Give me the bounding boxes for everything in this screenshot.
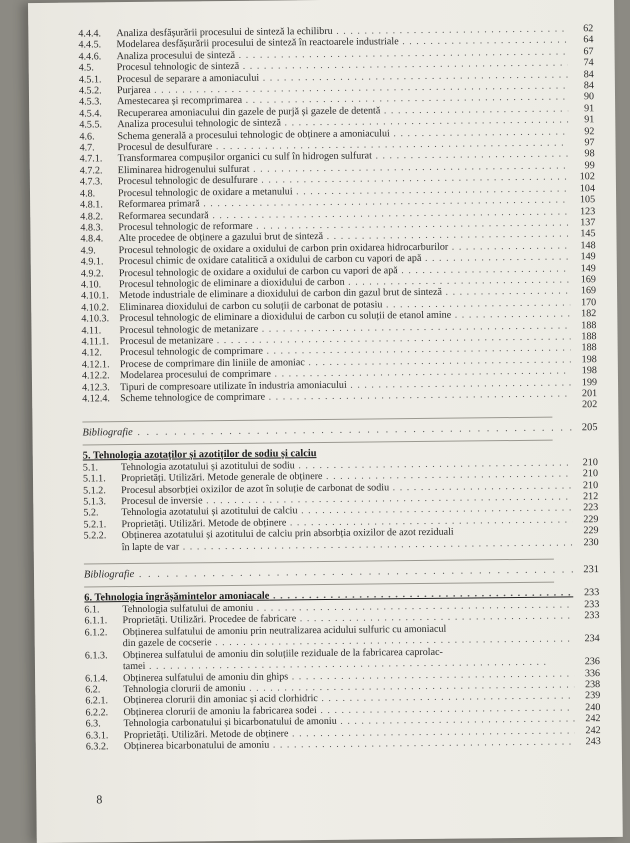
toc-entry-title: Proprietăți. Utilizări. Metode de obținere . . . xyxy=(124,725,575,741)
toc-page-number: 239 xyxy=(585,690,601,702)
toc-entry-title: Recuperarea amoniacului din gazele de purjă și gazele de detentă . . . xyxy=(117,103,568,119)
toc-entry-title: Metode industriale de eliminare a dioxidului de carbon din gazul brut de sinteză . . . xyxy=(119,286,570,302)
toc-entry-title: Amestecarea și recomprimarea . . . xyxy=(117,92,568,108)
toc-entry-number: 5.2.2. xyxy=(83,530,107,542)
table-of-contents xyxy=(78,23,601,753)
toc-page-number: 105 xyxy=(579,194,596,206)
toc-page-number: 230 xyxy=(583,536,599,548)
toc-page-number: 205 xyxy=(581,421,598,434)
toc-entry-number: 6.1.1. xyxy=(84,615,108,627)
toc-entry-number: 6.1.2. xyxy=(84,627,108,639)
toc-page-number: 149 xyxy=(580,262,596,274)
toc-entry-title-cont: în lapte de var . . . xyxy=(122,537,573,553)
toc-entry-number: 4.12. xyxy=(81,347,102,359)
bibliography-entry xyxy=(82,422,597,439)
toc-page-number: 234 xyxy=(584,633,600,645)
toc-entry-number: 6.1.4. xyxy=(85,672,108,685)
toc-page-number: 233 xyxy=(584,587,600,599)
toc-page-number: 90 xyxy=(583,91,595,103)
toc-entry-number: 4.10. xyxy=(80,279,102,291)
toc-entry-title: Procesul absorbției oxizilor de azot în soluție de carbonat de sodiu . . . xyxy=(121,480,572,496)
toc-page-number: 336 xyxy=(584,667,601,679)
toc-entry-title: Procesul tehnologic de eliminare a dioxidului de carbon . . . xyxy=(119,274,570,290)
toc-page-number: 238 xyxy=(584,679,601,691)
bibliography-label: Bibliografie . . . xyxy=(84,564,573,581)
toc-page-number: 99 xyxy=(584,160,595,172)
toc-entry-title: Reformarea primară . . . xyxy=(118,195,569,211)
bibliography-label: Bibliografie . . . xyxy=(82,422,571,439)
toc-page-number: 74 xyxy=(583,57,594,69)
toc-entry-number: 6.2. xyxy=(85,684,101,696)
toc-entry-number: 4.8.4. xyxy=(80,233,104,245)
toc-entry-number: 4.9. xyxy=(80,245,96,257)
toc-entry-number: 4.7.3. xyxy=(79,176,103,188)
toc-entry-title: Obținerea clorurii din amoniac și acid clorhidric . . . xyxy=(123,691,574,707)
toc-entry-number: 5.1. xyxy=(82,462,99,474)
toc-page-number: 98 xyxy=(584,148,595,160)
toc-entry-number: 5.1.2. xyxy=(83,484,106,497)
toc-entry-title: Purjarea . . . xyxy=(117,80,568,96)
toc-entry-title: Eliminarea dioxidului de carbon cu soluții de carbonat de potasiu . . . xyxy=(119,297,570,313)
toc-entry-number: 6.2.2. xyxy=(85,706,109,719)
toc-entry-number: 4.7.2. xyxy=(79,165,103,177)
toc-page-number: 242 xyxy=(585,713,601,725)
toc-entry-title: Tehnologia azotatului și azotitului de calciu . . . xyxy=(121,503,572,519)
toc-page-number: 201 xyxy=(581,388,598,400)
toc-entry-number: 4.5.2. xyxy=(78,85,102,97)
toc-entry-number: 5.1.1. xyxy=(82,473,106,485)
toc-entry-number: 4.7.1. xyxy=(79,153,103,166)
toc-page-number: 148 xyxy=(580,239,596,252)
toc-page-number: 149 xyxy=(580,251,596,263)
toc-page-number: 182 xyxy=(581,308,597,320)
toc-page-number: 188 xyxy=(581,331,597,343)
toc-entry-number: 4.7. xyxy=(79,142,95,154)
toc-entry-number: 4.8.1. xyxy=(80,199,103,211)
toc-entry-title: Procesul tehnologic de comprimare . . . xyxy=(120,343,571,359)
divider xyxy=(84,582,554,588)
toc-page-number: 188 xyxy=(581,319,597,331)
toc-entry-title: Obținerea azotatului și azotitului de calciu prin absorbția oxizilor de azot reziduali xyxy=(121,526,454,542)
toc-entry-title: Procesul de metanizare . . . xyxy=(120,331,571,347)
chapter4-entries xyxy=(78,23,597,405)
divider xyxy=(83,439,553,445)
toc-entry-number: 5.2. xyxy=(83,507,99,519)
toc-entry-number: 6.3. xyxy=(85,718,101,730)
toc-entry-title: Obținerea clorurii de amoniu la fabricarea sodei . . . xyxy=(123,702,574,718)
toc-entry-number: 6.1. xyxy=(84,604,100,616)
toc-page-number: 242 xyxy=(585,724,601,736)
toc-entry-title: Tehnologia carbonatului și bicarbonatului de amoniu . . . xyxy=(124,714,575,730)
page-number: 8 xyxy=(96,792,103,807)
toc-page-number: 210 xyxy=(582,479,599,491)
toc-entry-title: Procesul de separare a amoniacului . . . xyxy=(117,69,568,85)
toc-page-number: 91 xyxy=(584,114,595,126)
toc-entry-title: Tehnologia sulfatului de amoniu . . . xyxy=(122,599,573,615)
toc-entry-number: 4.4.6. xyxy=(78,51,102,63)
toc-entry-title: Tehnologia azotatului și azotitului de sodiu . . . xyxy=(121,457,572,473)
chapter-heading: 5. Tehnologia azotaților și azotiților de sodiu și calciu xyxy=(82,447,317,462)
toc-entry-title: Eliminarea hidrogenului sulfurat . . . xyxy=(118,160,569,176)
toc-entry-title: Procesul tehnologic de metanizare . . . xyxy=(119,320,570,336)
chapter-heading: 6. Tehnologia îngrășămintelor amoniacale . . . xyxy=(84,587,573,604)
toc-entry-number: 4.9.1. xyxy=(80,256,104,268)
toc-page-number: 210 xyxy=(582,456,598,469)
toc-entry-title-cont: tamei . . . xyxy=(123,656,574,672)
toc-entry-number: 5.2.1. xyxy=(83,519,107,531)
toc-entry-number: 4.12.3. xyxy=(81,381,110,394)
toc-entry-number: 4.8.2. xyxy=(80,210,104,223)
toc-entry-title: Obținerea bicarbonatului de amoniu . . . xyxy=(124,736,575,752)
toc-entry-title: Procesul tehnologic de desulfurare . . . xyxy=(118,172,569,188)
toc-entry-number: 6.3.2. xyxy=(85,741,109,753)
toc-entry-number: 4.5. xyxy=(78,62,94,74)
toc-entry-title: Analiza procesului de sinteză . . . xyxy=(117,46,568,62)
toc-entry-title: Procesul de desulfurare . . . xyxy=(117,137,568,153)
toc-entry-title: Schema generală a procesului tehnologic de obținere a amoniacului . . . xyxy=(117,126,568,142)
toc-entry-number: 4.12.4. xyxy=(82,393,110,405)
toc-page-number: 170 xyxy=(580,296,597,309)
toc-entry-number: 6.1.3. xyxy=(84,649,108,662)
toc-page-number: 233 xyxy=(584,610,600,622)
toc-entry-number: 5.1.3. xyxy=(83,496,107,508)
toc-entry-number: 4.10.1. xyxy=(81,290,109,302)
toc-page-number: 104 xyxy=(579,182,596,194)
toc-entry-title: Obținerea sulfatului de amoniu din soluțiile reziduale de la fabricarea caprolac- xyxy=(122,646,443,661)
toc-page-number: 62 xyxy=(583,23,594,35)
toc-page-number: 123 xyxy=(580,205,596,217)
toc-page-number: 198 xyxy=(581,353,597,366)
toc-page-number: 198 xyxy=(581,365,597,377)
toc-entry-number: 4.10.2. xyxy=(81,301,110,314)
toc-page-number: 64 xyxy=(583,34,594,46)
toc-entry-title: Modelarea desfășurării procesului de sinteză în reactoarele industriale . . . xyxy=(116,35,567,51)
toc-entry-number: 4.4.5. xyxy=(78,39,102,51)
toc-page-number: 240 xyxy=(585,701,601,713)
toc-entry-title: Procesul tehnologic de eliminare a dioxidului de carbon cu soluții de etanol amine . . . xyxy=(119,309,570,325)
toc-page-number: 91 xyxy=(584,102,595,115)
toc-entry-number: 4.4.4. xyxy=(78,28,102,40)
chapter6-entries-b xyxy=(85,668,601,753)
toc-entry-title: Procesul chimic de oxidare catalitică a oxidului de carbon cu vapori de apă . . . xyxy=(119,252,570,268)
toc-page-number: 229 xyxy=(583,513,599,526)
toc-entry-title: Procesul tehnologic de sinteză . . . xyxy=(117,58,568,74)
toc-entry-number: 4.5.3. xyxy=(79,96,102,108)
toc-page-number: 145 xyxy=(580,228,596,240)
toc-page-number: 210 xyxy=(582,468,599,480)
toc-entry-number: 4.11. xyxy=(81,324,102,337)
toc-entry-title: Procese de comprimare din liniile de amoniac . . . xyxy=(120,354,571,370)
toc-page-number: 223 xyxy=(583,502,599,514)
toc-entry-number: 4.12.2. xyxy=(81,370,110,382)
toc-entry-title: Reformarea secundară . . . xyxy=(118,206,569,222)
toc-entry-number: 4.5.1. xyxy=(78,73,102,86)
toc-page-number: 243 xyxy=(585,736,601,748)
toc-entry-title: Scheme tehnologice de comprimare . . . xyxy=(120,388,571,404)
toc-entry-title: Proprietăți. Utilizări. Metode de obținere . . . xyxy=(121,514,572,530)
toc-entry-title: Obținerea sulfatului de amoniu din ghips . . . xyxy=(123,668,574,684)
toc-entry-title: Analiza procesului tehnologic de sinteză . . . xyxy=(117,115,568,131)
bibliography-entry xyxy=(84,564,599,581)
toc-page-number: 92 xyxy=(584,125,595,137)
toc-entry-title: Transformarea compușilor organici cu sulf în hidrogen sulfurat . . . xyxy=(118,149,569,165)
divider xyxy=(82,416,552,422)
toc-entry-number: 4.11.1. xyxy=(81,336,110,348)
toc-page-number: 212 xyxy=(583,491,599,503)
toc-entry-number: 4.12.1. xyxy=(81,359,110,371)
book-page xyxy=(28,0,623,843)
toc-entry-number: 4.5.5. xyxy=(79,119,103,131)
toc-entry-title: Modelarea procesului de comprimare . . . xyxy=(120,366,571,382)
toc-entry-title: Tipuri de compresoare utilizate în industria amoniacului . . . xyxy=(120,377,571,393)
toc-page-number: 67 xyxy=(583,45,594,58)
toc-entry-title: Obținerea sulfatului de amoniu prin neutralizarea acidului sulfuric cu amoniacul xyxy=(122,623,447,638)
toc-entry-number: 4.8.3. xyxy=(80,222,104,234)
toc-page-number: 169 xyxy=(580,274,597,286)
toc-entry-title: Proprietăți. Utilizări. Procedee de fabricare . . . xyxy=(122,611,573,627)
toc-page-number: 202 xyxy=(582,399,598,411)
toc-page-number: 229 xyxy=(583,525,599,537)
toc-entry-title: Procesul tehnologic de reformare . . . xyxy=(118,217,569,233)
toc-page-number: 84 xyxy=(583,68,594,80)
toc-entry-number: 4.9.2. xyxy=(80,267,104,280)
toc-page-number: 231 xyxy=(583,564,600,576)
toc-entry-number: 6.2.1. xyxy=(85,695,109,707)
toc-page-number: 233 xyxy=(584,599,600,611)
toc-entry-number: 4.6. xyxy=(79,131,95,143)
divider xyxy=(84,559,554,565)
chapter5-entries xyxy=(83,457,599,531)
toc-entry-title: Procesul de inversie . . . xyxy=(121,491,572,507)
toc-entry-number: 4.10.3. xyxy=(81,313,110,325)
toc-page-number: 137 xyxy=(580,217,596,229)
toc-page-number: 188 xyxy=(581,342,597,354)
toc-page-number: 199 xyxy=(581,376,598,388)
toc-entry-title: Proprietăți. Utilizări. Metode generale de obținere . . . xyxy=(121,469,572,485)
toc-entry-title: Analiza desfășurării procesului de sinteză la echilibru . . . xyxy=(116,23,567,39)
toc-page-number: 97 xyxy=(584,137,595,149)
toc-entry-title: Tehnologia clorurii de amoniu . . . xyxy=(123,679,574,695)
toc-entry-title-cont: din gazele de cocserie . . . xyxy=(123,634,574,650)
toc-entry-number: 6.3.1. xyxy=(85,729,109,742)
toc-page-number: 236 xyxy=(584,656,601,668)
toc-entry-title: Procesul tehnologic de oxidare a oxidului de carbon cu vapori de apă . . . xyxy=(119,263,570,279)
toc-page-number: 102 xyxy=(579,171,595,183)
toc-entry-number: 4.5.4. xyxy=(79,108,102,120)
toc-entry-title: Procesul tehnologic de oxidare a oxidului de carbon prin oxidarea hidrocarburilor . . . xyxy=(119,240,570,256)
toc-page-number: 169 xyxy=(580,285,597,297)
toc-entry-number: 4.8. xyxy=(79,188,96,200)
toc-page-number: 84 xyxy=(583,80,594,92)
toc-entry-title: Alte procedee de obținere a gazului brut de sinteză . . . xyxy=(118,229,569,245)
toc-entry-title: Procesul tehnologic de oxidare a metanului . . . xyxy=(118,183,569,199)
